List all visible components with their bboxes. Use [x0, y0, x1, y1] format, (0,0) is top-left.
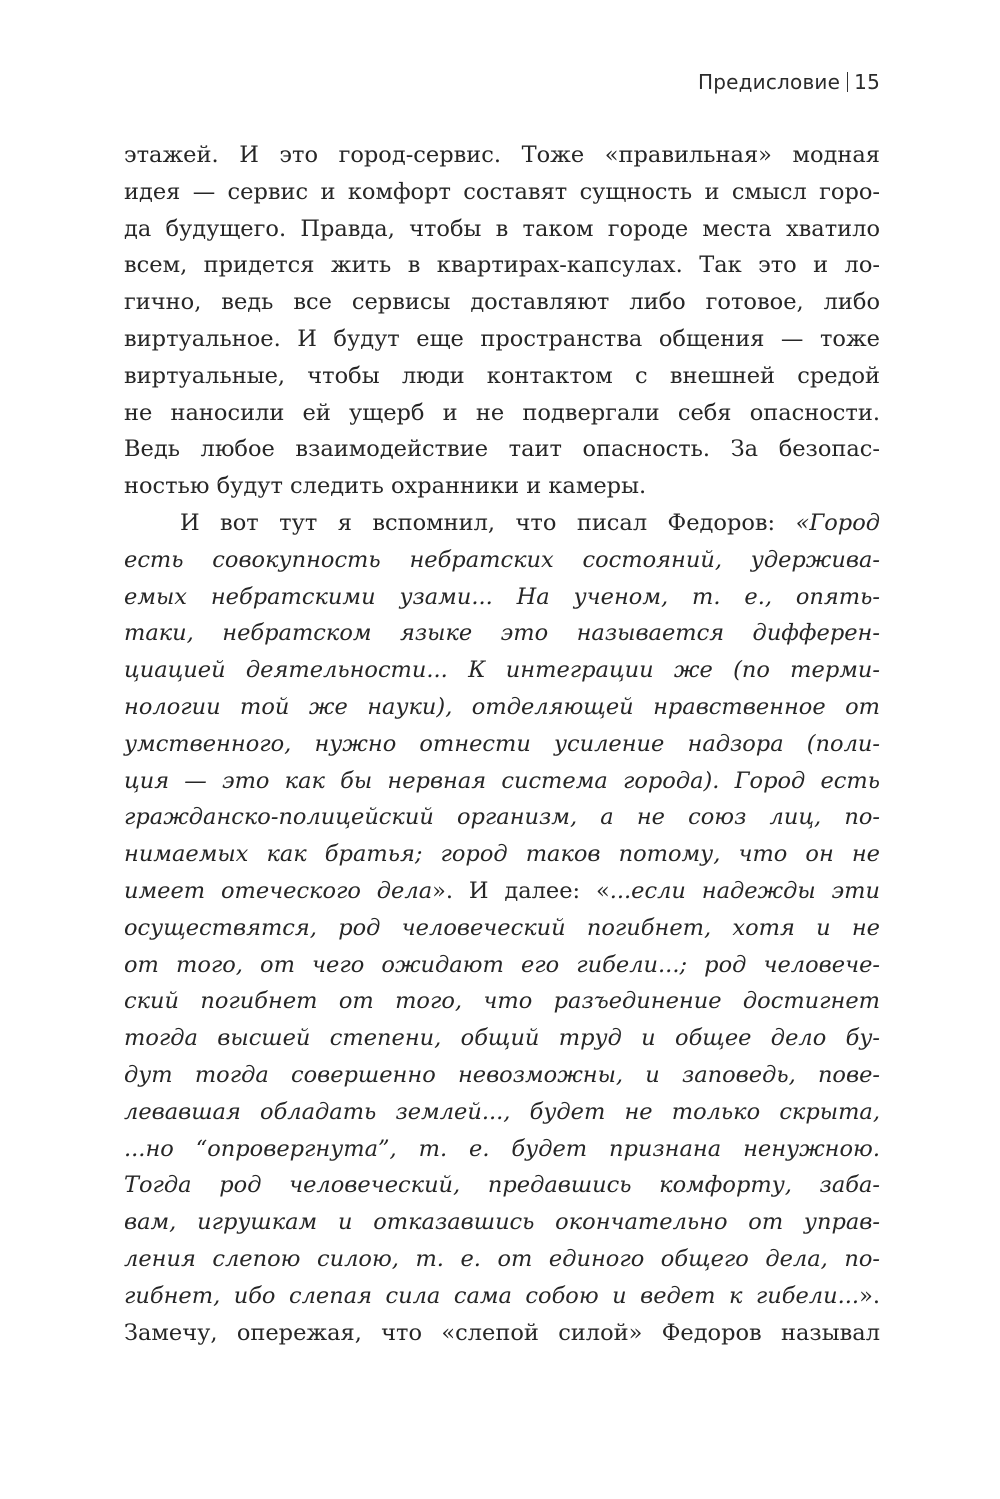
- text-line: да будущего. Правда, чтобы в таком городе места хватило: [124, 215, 880, 242]
- quote-line: нологии той же науки), отделяющей нравственное от: [124, 693, 880, 720]
- quote-line: емых небратскими узами... На ученом, т. е., опять-: [124, 583, 880, 610]
- text-run: ».: [859, 1282, 880, 1309]
- quote-line: таки, небратском языке это называется дифферен-: [124, 620, 880, 647]
- quote-line: ция — это как бы нервная система города). Город есть: [124, 767, 880, 794]
- text-line: этажей. И это город-сервис. Тоже «правильная» модная: [124, 142, 880, 168]
- quote-run: ...если надежды эти: [609, 877, 880, 904]
- quote-line: циацией деятельности... К интеграции же (по терми-: [124, 657, 880, 684]
- text-line: [124, 1278, 880, 1315]
- quote-line: ...но “опровергнута”, т. е. будет признана ненужною.: [124, 1135, 880, 1162]
- text-line: ностью будут следить охранники и камеры.: [124, 473, 647, 500]
- quote-line: дут тогда совершенно невозможны, и заповедь, пове-: [124, 1061, 880, 1088]
- quote-run: имеет отеческого дела: [124, 877, 433, 904]
- quote-line: ления слепою силою, т. е. от единого общего дела, по-: [124, 1245, 880, 1272]
- header-divider: [847, 72, 848, 92]
- quote-line: осуществятся, род человеческий погибнет, хотя и не: [124, 914, 880, 941]
- quote-line: левавшая обладать землей..., будет не только скрыта,: [124, 1098, 880, 1125]
- text-line: Ведь любое взаимодействие таит опасность. За безопас-: [124, 436, 880, 463]
- text-line: не наносили ей ущерб и не подвергали себя опасности.: [124, 399, 880, 426]
- quote-line: умственного, нужно отнести усиление надзора (поли-: [124, 730, 880, 757]
- page-number: 15: [854, 70, 880, 94]
- quote-line: ский погибнет от того, что разъединение достигнет: [124, 988, 880, 1015]
- body-text: [124, 137, 880, 1351]
- quote-line: Тогда род человеческий, предавшись комфорту, заба-: [124, 1172, 880, 1199]
- section-title: Предисловие: [697, 70, 841, 94]
- text-line: идея — сервис и комфорт составят сущность и смысл горо-: [124, 178, 880, 205]
- running-header: [698, 68, 880, 96]
- text-run: И вот тут я вспомнил, что писал Федоров:: [180, 509, 796, 536]
- quote-line: тогда высшей степени, общий труд и общее дело бу-: [124, 1025, 880, 1052]
- quote-line: от того, от чего ожидают его гибели...; род человече-: [124, 951, 880, 978]
- text-line: Замечу, опережая, что «слепой силой» Федоров называл: [124, 1319, 880, 1346]
- text-line: гично, ведь все сервисы доставляют либо готовое, либо: [124, 289, 880, 316]
- quote-run: гибнет, ибо слепая сила сама собою и ведет к гибели...: [124, 1282, 860, 1309]
- text-line: виртуальное. И будут еще пространства общения — тоже: [124, 325, 880, 352]
- quote-line: нимаемых как братья; город таков потому, что он не: [124, 841, 880, 868]
- text-line: всем, придется жить в квартирах-капсулах. Так это и ло-: [124, 252, 880, 279]
- text-line: виртуальные, чтобы люди контактом с внешней средой: [124, 362, 880, 389]
- text-run: ». И далее: «: [432, 877, 610, 904]
- quote-run: «Город: [795, 509, 880, 536]
- quote-line: гражданско-полицейский организм, а не союз лиц, по-: [124, 804, 880, 831]
- quote-line: вам, игрушкам и отказавшись окончательно от управ-: [124, 1209, 880, 1236]
- quote-line: есть совокупность небратских состояний, удержива-: [124, 546, 880, 573]
- text-line: [124, 505, 880, 542]
- text-line: [124, 873, 880, 910]
